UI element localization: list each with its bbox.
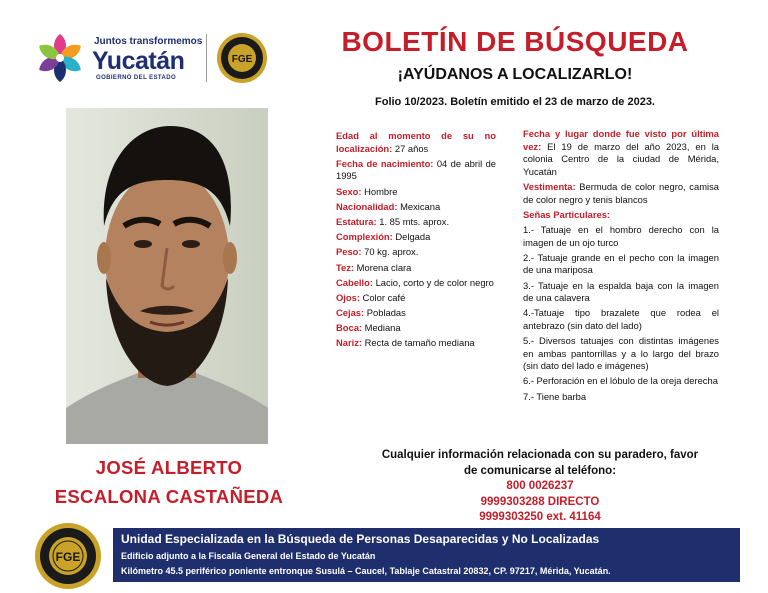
detail-label: Peso: xyxy=(336,246,362,258)
detail-value: Recta de tamaño mediana xyxy=(362,337,475,349)
detail-row xyxy=(336,201,496,214)
contact-info xyxy=(340,448,740,526)
detail-row xyxy=(336,322,496,335)
svg-text:FGE: FGE xyxy=(231,54,253,65)
detail-value: 27 años xyxy=(392,142,429,154)
distinguishing-mark: 5.- Diversos tatuajes con distintas imágenes en ambas pantorrillas y a lo largo del brazo (sin dato del lado e imágenes) xyxy=(523,335,719,372)
last-seen-paragraph xyxy=(523,128,719,178)
portrait-illustration xyxy=(66,108,268,444)
detail-label: Edad al momento de su no localización: xyxy=(336,130,496,154)
yucatan-flower-icon xyxy=(34,32,86,84)
contact-line2: de comunicarse al teléfono: xyxy=(463,464,617,477)
detail-row xyxy=(336,231,496,244)
logo-divider xyxy=(206,34,207,82)
contact-line1: Cualquier información relacionada con su paradero, favor xyxy=(381,449,699,461)
logo-tagline: Juntos transformemos xyxy=(94,36,203,47)
clothing-paragraph xyxy=(523,181,719,206)
detail-value: 1. 85 mts. aprox. xyxy=(376,215,450,227)
footer-bar xyxy=(113,528,740,582)
marks-list xyxy=(523,224,719,403)
state-name: Yucatán xyxy=(92,47,185,75)
person-name-line2: ESCALONA CASTAÑEDA xyxy=(54,486,284,507)
detail-label: Estatura: xyxy=(336,215,377,227)
detail-row xyxy=(336,246,496,259)
government-logo xyxy=(34,30,274,92)
missing-person-photo xyxy=(66,108,268,444)
footer-unit-name: Unidad Especializada en la Búsqueda de Personas Desaparecidas y No Localizadas xyxy=(121,532,600,546)
detail-row xyxy=(336,130,496,155)
detail-value: Delgada xyxy=(392,231,431,243)
last-seen-value: El 19 de marzo del año 2023, en la colonia Centro de la ciudad de Mérida, Yucatán xyxy=(523,140,719,177)
detail-value: Pobladas xyxy=(364,307,406,319)
detail-label: Boca: xyxy=(336,322,363,334)
fge-seal-icon xyxy=(216,32,268,84)
bulletin-title: BOLETÍN DE BÚSQUEDA xyxy=(341,26,689,57)
detail-row xyxy=(336,158,496,183)
detail-value: Morena clara xyxy=(354,261,412,273)
detail-label: Cejas: xyxy=(336,307,365,319)
marks-label: Señas Particulares: xyxy=(523,208,611,220)
detail-value: Mediana xyxy=(362,322,401,334)
bulletin-subtitle: ¡AYÚDANOS A LOCALIZARLO! xyxy=(397,66,633,83)
footer-address: Kilómetro 45.5 periférico poniente entronque Susulá – Caucel, Tablaje Catastral 20832, CP. 97217, Mérida, Yucatán. xyxy=(121,566,611,576)
detail-row xyxy=(336,307,496,320)
detail-value: 70 kg. aprox. xyxy=(361,246,419,258)
detail-label: Nariz: xyxy=(336,337,363,349)
folio-text: Folio 10/2023. Boletín emitido el 23 de marzo de 2023. xyxy=(375,96,655,108)
phone-number: 800 0026237 xyxy=(506,480,574,492)
marks-heading xyxy=(523,209,719,222)
person-name-line1: JOSÉ ALBERTO xyxy=(95,457,243,478)
distinguishing-mark: 1.- Tatuaje en el hombro derecho con la imagen de un ojo turco xyxy=(523,223,719,248)
last-seen-details xyxy=(523,128,719,406)
detail-row xyxy=(336,277,496,290)
distinguishing-mark: 2.- Tatuaje grande en el pecho con la imagen de una mariposa xyxy=(523,251,719,276)
detail-row xyxy=(336,337,496,350)
detail-label: Cabello: xyxy=(336,276,373,288)
clothing-label: Vestimenta: xyxy=(523,180,576,192)
distinguishing-mark: 7.- Tiene barba xyxy=(523,390,587,402)
detail-value: Color café xyxy=(359,291,406,303)
detail-row xyxy=(336,186,496,199)
detail-row xyxy=(336,292,496,305)
detail-value: 04 de abril de 1995 xyxy=(336,157,497,182)
state-subtitle: GOBIERNO DEL ESTADO xyxy=(96,75,177,81)
detail-label: Complexión: xyxy=(336,231,393,243)
detail-row xyxy=(336,216,496,229)
detail-label: Tez: xyxy=(336,261,355,273)
detail-label: Sexo: xyxy=(336,185,362,197)
fge-bottom-seal-icon xyxy=(34,522,102,590)
detail-value: Hombre xyxy=(361,185,398,197)
detail-label: Fecha de nacimiento: xyxy=(336,157,434,169)
distinguishing-mark: 3.- Tatuaje en la espalda baja con la imagen de una calavera xyxy=(523,279,719,304)
phone-number: 9999303288 DIRECTO xyxy=(480,495,600,508)
detail-value: Mexicana xyxy=(397,200,441,212)
detail-label: Ojos: xyxy=(336,291,360,303)
clothing-value: Bermuda de color negro, camisa de color negro y tenis blancos xyxy=(523,180,719,205)
footer-building: Edificio adjunto a la Fiscalía General del Estado de Yucatán xyxy=(121,551,376,561)
detail-value: Lacio, corto y de color negro xyxy=(372,276,494,288)
last-seen-label: Fecha y lugar donde fue visto por última vez: xyxy=(523,128,719,152)
physical-details xyxy=(336,130,496,353)
distinguishing-mark: 6.- Perforación en el lóbulo de la oreja derecha xyxy=(523,375,718,387)
svg-text:FGE: FGE xyxy=(55,550,81,564)
distinguishing-mark: 4.-Tatuaje tipo brazalete que rodea el antebrazo (sin dato del lado) xyxy=(523,307,719,331)
detail-row xyxy=(336,262,496,275)
detail-label: Nacionalidad: xyxy=(336,200,398,212)
phone-number: 9999303250 ext. 41164 xyxy=(479,511,601,523)
